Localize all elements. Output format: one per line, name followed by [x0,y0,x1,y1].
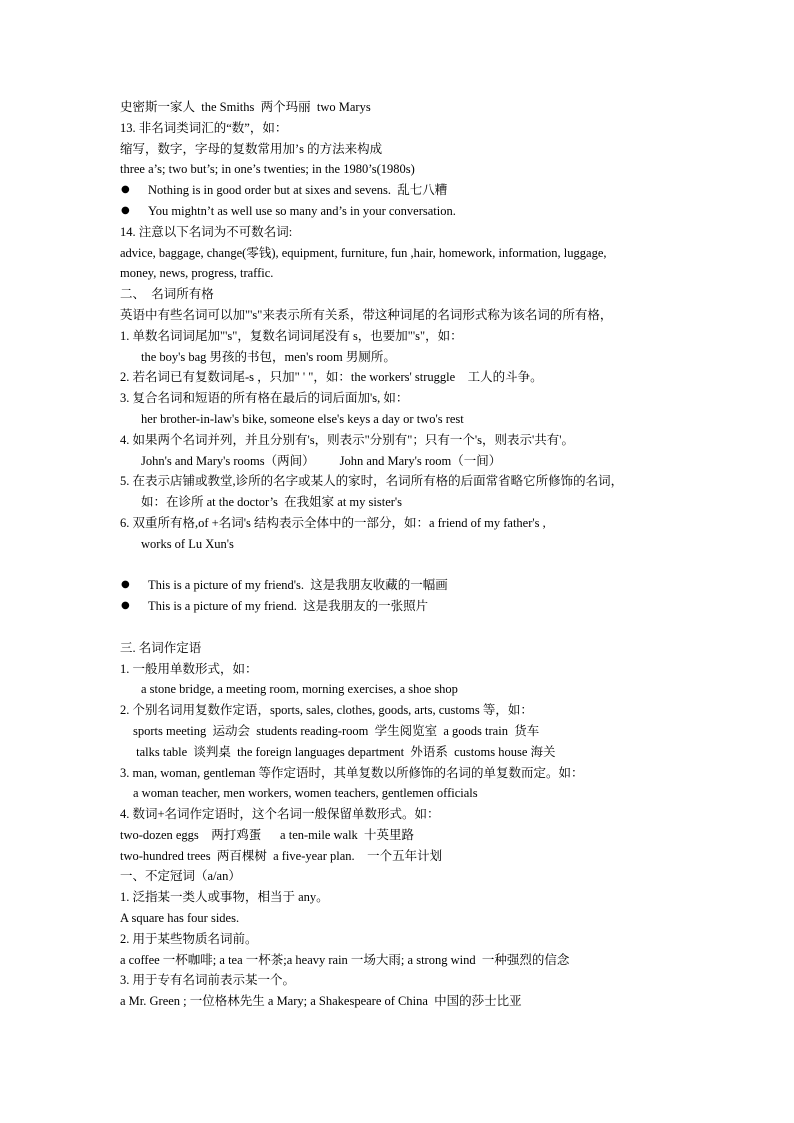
example-line: three a’s; two but’s; in one’s twenties; in the 1980’s(1980s) [120,162,415,177]
example-line: works of Lu Xun's [141,536,234,551]
list-heading: 13. 非名词类词汇的“数”，如： [120,120,288,135]
section-heading: 三. 名词作定语 [120,640,202,655]
example-line: A square has four sides. [120,911,240,926]
list-item: 3. man, woman, gentleman 等作定语时，其单复数以所修饰的名词的单复数而定。如： [120,765,584,780]
example-line: a woman teacher, men workers, women teachers, gentlemen officials [133,786,478,801]
list-item: 6. 双重所有格,of +名词's 结构表示全体中的一部分，如：a friend of my father's , [120,515,546,530]
blank-line [120,617,780,638]
document-page [120,97,780,1012]
bullet-text: You mightn’t as well use so many and’s in your conversation. [148,203,456,218]
example-line: talks table 谈判桌 the foreign languages department 外语系 customs house 海关 [133,744,556,759]
list-item: 2. 用于某些物质名词前。 [120,931,258,946]
example-line: sports meeting 运动会 students reading-room 学生阅览室 a goods train 货车 [133,723,540,738]
bullet-item [120,575,780,596]
bullet-item [120,201,780,222]
section-heading: 一、不定冠词（a/an） [120,869,241,884]
example-line: 如：在诊所 at the doctor’s 在我姐家 at my sister's [141,495,403,510]
list-item: 4. 数词+名词作定语时，这个名词一般保留单数形式。如： [120,807,440,822]
list-item: 1. 一般用单数形式，如： [120,661,258,676]
example-line: a coffee 一杯咖啡; a tea 一杯茶;a heavy rain 一场大雨; a strong wind 一种强烈的信念 [120,952,570,967]
list-item: 1. 单数名词词尾加"'s"，复数名词词尾没有 s，也要加"'s"，如： [120,328,463,343]
list-item: 3. 复合名词和短语的所有格在最后的词后面加's, 如： [120,391,409,406]
bullet-text: This is a picture of my friend. 这是我朋友的一张照片 [148,599,429,614]
list-item: 2. 若名词已有复数词尾-s ，只加" ' "，如：the workers' struggle 工人的斗争。 [120,370,543,385]
example-line: two-dozen eggs 两打鸡蛋 a ten-mile walk 十英里路 [120,827,415,842]
list-item: 4. 如果两个名词并列，并且分别有's，则表示"分别有"；只有一个's，则表示'共有'。 [120,432,574,447]
example-line: two-hundred trees 两百棵树 a five-year plan. 一个五年计划 [120,848,443,863]
notice-line [120,555,780,576]
example-line: a Mr. Green ; 一位格林先生 a Mary; a Shakespeare of China 中国的莎士比亚 [120,994,522,1009]
example-line: a stone bridge, a meeting room, morning exercises, a shoe shop [141,682,458,697]
bullet-item [120,596,780,617]
example-line: the boy's bag 男孩的书包，men's room 男厕所。 [141,349,396,364]
example-line: John's and Mary's rooms（两间） John and Mary's room（一间） [141,453,502,468]
list-item: 3. 用于专有名词前表示某一个。 [120,973,296,988]
bullet-item [120,180,780,201]
example-line: advice, baggage, change(零钱), equipment, furniture, fun ,hair, homework, information, luggage, [120,245,607,260]
example-line: money, news, progress, traffic. [120,266,274,281]
bullet-dot-icon [120,596,148,617]
bullet-dot-icon [120,201,148,222]
section-heading: 二、 名词所有格 [120,287,214,302]
bullet-text: Nothing is in good order but at sixes and sevens. 乱七八糟 [148,183,448,198]
bullet-text: This is a picture of my friend's. 这是我朋友收藏的一幅画 [148,578,448,593]
text-line: 缩写，数字，字母的复数常用加’s 的方法来构成 [120,141,383,156]
list-heading: 14. 注意以下名词为不可数名词: [120,224,293,239]
text-line: 英语中有些名词可以加"'s"来表示所有关系，带这种词尾的名词形式称为该名词的所有格， [120,307,613,322]
list-item: 2. 个别名词用复数作定语，sports, sales, clothes, goods, arts, customs 等，如： [120,703,533,718]
list-item: 1. 泛指某一类人或事物，相当于 any。 [120,890,329,905]
example-line: her brother-in-law's bike, someone else's keys a day or two's rest [141,411,464,426]
text-line: 史密斯一家人 the Smiths 两个玛丽 two Marys [120,100,371,114]
list-item: 5. 在表示店铺或教堂,诊所的名字或某人的家时，名词所有格的后面常省略它所修饰的名词， [120,474,624,489]
bullet-dot-icon [120,180,148,201]
bullet-dot-icon [120,575,148,596]
